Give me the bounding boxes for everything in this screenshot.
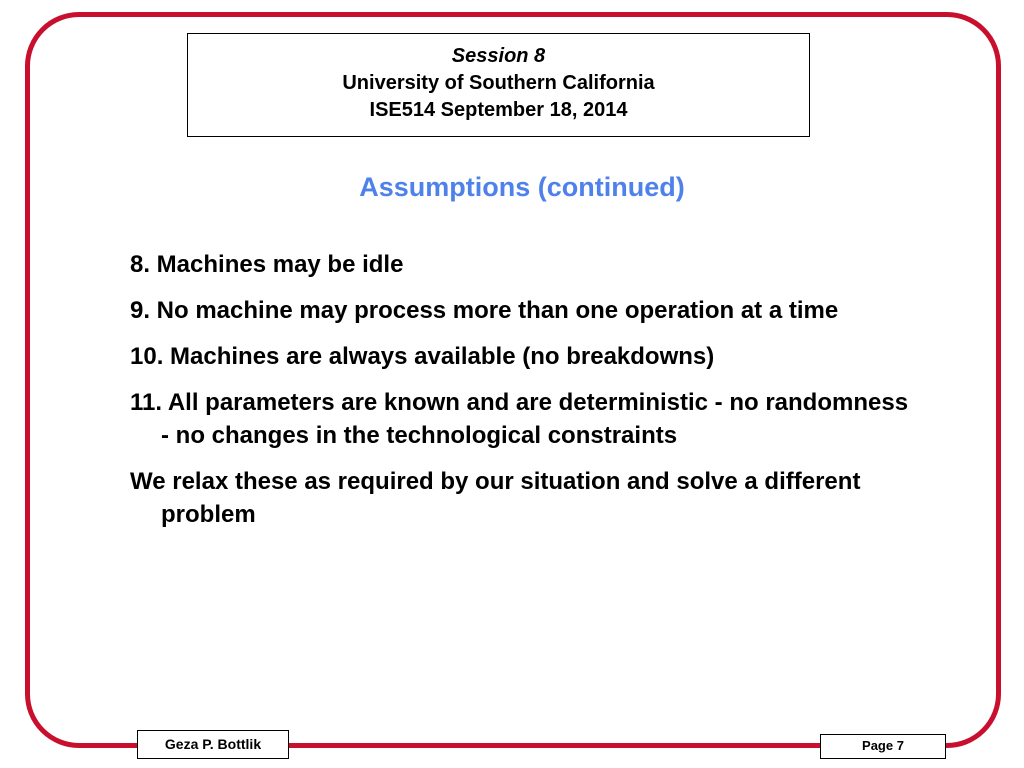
session-label: Session 8	[451, 45, 546, 67]
session-header	[187, 33, 810, 137]
bullet-list	[130, 248, 910, 544]
bullet-item: We relax these as required by our situation and solve a different problem	[130, 468, 861, 528]
author-label: Geza P. Bottlik	[137, 730, 289, 759]
university-name: University of Southern California	[342, 72, 655, 94]
bullet-item: 10. Machines are always available (no breakdowns)	[130, 343, 715, 370]
bullet-item: 8. Machines may be idle	[130, 251, 404, 278]
bullet-item: 11. All parameters are known and are deterministic - no randomness - no changes in the technological constraints	[130, 389, 909, 449]
bullet-item: 9. No machine may process more than one operation at a time	[130, 297, 839, 324]
page-number: Page 7	[820, 734, 946, 759]
slide-title: Assumptions (continued)	[359, 172, 685, 202]
course-date: ISE514 September 18, 2014	[369, 99, 628, 121]
